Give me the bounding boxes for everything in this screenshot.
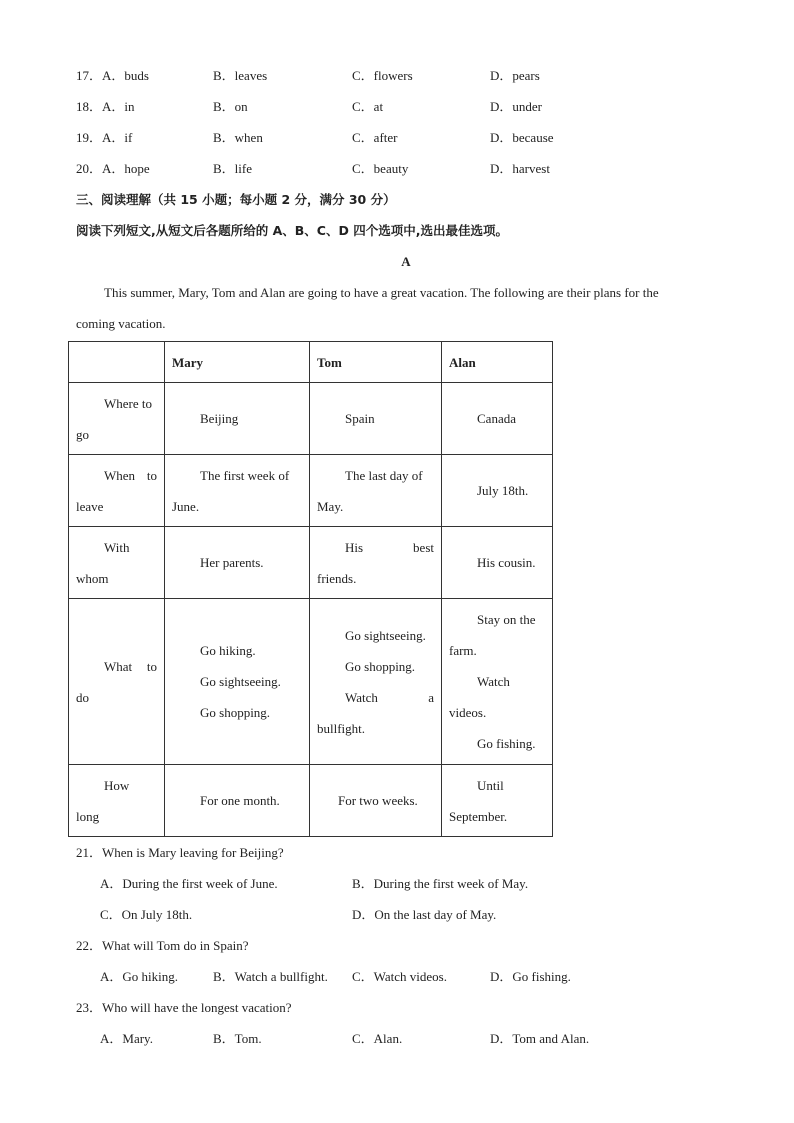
cell-line: Canada: [477, 411, 516, 426]
answer-row: [76, 899, 736, 930]
option-d: D．On the last day of May.: [352, 907, 497, 922]
header-cell: Mary: [165, 342, 310, 383]
cell-line: September.: [449, 808, 508, 824]
question-stem: 21．When is Mary leaving for Beijing?: [76, 845, 284, 860]
cell-line: farm.: [449, 643, 477, 658]
option-d: D．harvest: [490, 161, 550, 176]
cell-line: For two weeks.: [338, 793, 418, 808]
header-cell: Alan: [442, 342, 553, 383]
table-cell: [442, 599, 553, 765]
option-b: B．Tom.: [213, 1031, 262, 1046]
mc-row: [76, 122, 736, 153]
row-label-cell: [69, 527, 165, 599]
table-header-row: [69, 342, 553, 383]
cell-line: The first week of: [200, 467, 290, 483]
cell-line: The last day of: [345, 467, 423, 483]
table-cell: [442, 765, 553, 837]
option-b: B．life: [213, 161, 252, 176]
cell-line: What to: [104, 658, 157, 674]
cell-line: whom: [76, 570, 109, 586]
option-b: B．Watch a bullfight.: [213, 969, 328, 984]
cell-line: leave: [76, 498, 104, 514]
option-d: D．pears: [490, 68, 540, 83]
option-a: A．Go hiking.: [100, 969, 179, 984]
table-cell: [165, 765, 310, 837]
cell-line: Watch a: [345, 689, 434, 705]
cell-line: long: [76, 808, 100, 824]
mc-row: [76, 91, 736, 122]
table-cell: [442, 455, 553, 527]
cell-line: bullfight.: [317, 720, 366, 736]
intro-line: coming vacation.: [76, 316, 166, 331]
cell-line: Go sightseeing.: [200, 674, 281, 689]
cell-line: Go sightseeing.: [345, 627, 426, 643]
table-row: [69, 527, 553, 599]
answer-row: [76, 961, 736, 992]
passage-intro: [76, 277, 736, 339]
cell-line: With: [104, 539, 130, 555]
cell-line: Stay on the: [477, 612, 536, 627]
question-block: [76, 837, 736, 1054]
option-d: D．because: [490, 130, 554, 145]
table-cell: [442, 383, 553, 455]
option-b: B．During the first week of May.: [352, 876, 529, 891]
cell-line: go: [76, 426, 89, 442]
option-a: 17．A．buds: [76, 68, 149, 83]
mc-row: [76, 153, 736, 184]
cell-line: Go hiking.: [200, 643, 256, 658]
table-cell: [310, 455, 442, 527]
cell-line: Go shopping.: [200, 705, 271, 720]
table-cell: [165, 527, 310, 599]
question-stem: 23．Who will have the longest vacation?: [76, 1000, 292, 1015]
option-a: 18．A．in: [76, 99, 135, 114]
option-c: C．flowers: [352, 68, 413, 83]
cell-line: videos.: [449, 705, 487, 720]
vacation-plan-table: [68, 341, 553, 837]
row-label-cell: [69, 455, 165, 527]
cell-line: When to: [104, 467, 157, 483]
option-b: B．when: [213, 130, 263, 145]
passage-label: A: [401, 254, 411, 269]
cell-line: Until: [477, 777, 504, 793]
cell-line: friends.: [317, 570, 357, 586]
cell-line: His best: [345, 539, 434, 555]
cell-line: His cousin.: [477, 555, 536, 570]
table-row: [69, 383, 553, 455]
cell-line: Go fishing.: [477, 736, 536, 751]
cell-line: How: [104, 777, 130, 793]
cell-line: Go shopping.: [345, 658, 416, 674]
mc-options-block: [76, 60, 736, 184]
row-label-cell: [69, 765, 165, 837]
table-cell: [442, 527, 553, 599]
option-d: D．under: [490, 99, 542, 114]
cell-line: Watch: [477, 674, 510, 689]
header-cell: [69, 342, 165, 383]
cell-line: do: [76, 689, 89, 705]
row-label-cell: [69, 599, 165, 765]
cell-line: June.: [172, 498, 200, 514]
table-cell: [310, 383, 442, 455]
answer-row: [76, 1023, 736, 1054]
cell-line: For one month.: [200, 793, 280, 808]
option-c: C．Alan.: [352, 1031, 403, 1046]
table-cell: [165, 599, 310, 765]
question-stem: 22．What will Tom do in Spain?: [76, 938, 249, 953]
table-cell: [165, 455, 310, 527]
intro-line: This summer, Mary, Tom and Alan are going to have a great vacation. The following are their plans for the: [104, 285, 659, 300]
option-c: C．at: [352, 99, 384, 114]
option-a: 19．A．if: [76, 130, 133, 145]
option-d: D．Go fishing.: [490, 969, 571, 984]
cell-line: Spain: [345, 411, 375, 426]
exam-page: [76, 60, 736, 1054]
option-a: 20．A．hope: [76, 161, 150, 176]
cell-line: July 18th.: [477, 483, 529, 498]
table-row: [69, 765, 553, 837]
table-row: [69, 599, 553, 765]
cell-line: May.: [317, 498, 344, 514]
option-d: D．Tom and Alan.: [490, 1031, 590, 1046]
section-title: 三、阅读理解（共 15 小题；每小题 2 分，满分 30 分）: [76, 192, 396, 207]
option-c: C．beauty: [352, 161, 409, 176]
row-label-cell: [69, 383, 165, 455]
table-cell: [310, 527, 442, 599]
option-a: A．During the first week of June.: [100, 876, 278, 891]
cell-line: Her parents.: [200, 555, 264, 570]
table-cell: [310, 765, 442, 837]
option-c: C．Watch videos.: [352, 969, 447, 984]
table-cell: [165, 383, 310, 455]
mc-row: [76, 60, 736, 91]
header-cell: Tom: [310, 342, 442, 383]
table-cell: [310, 599, 442, 765]
option-b: B．leaves: [213, 68, 268, 83]
cell-line: Beijing: [200, 411, 239, 426]
cell-line: Where to: [104, 395, 153, 411]
option-c: C．after: [352, 130, 398, 145]
option-b: B．on: [213, 99, 248, 114]
instruction-text: 阅读下列短文,从短文后各题所给的 A、B、C、D 四个选项中,选出最佳选项。: [76, 223, 508, 238]
option-c: C．On July 18th.: [100, 907, 193, 922]
table-row: [69, 455, 553, 527]
option-a: A．Mary.: [100, 1031, 153, 1046]
answer-row: [76, 868, 736, 899]
